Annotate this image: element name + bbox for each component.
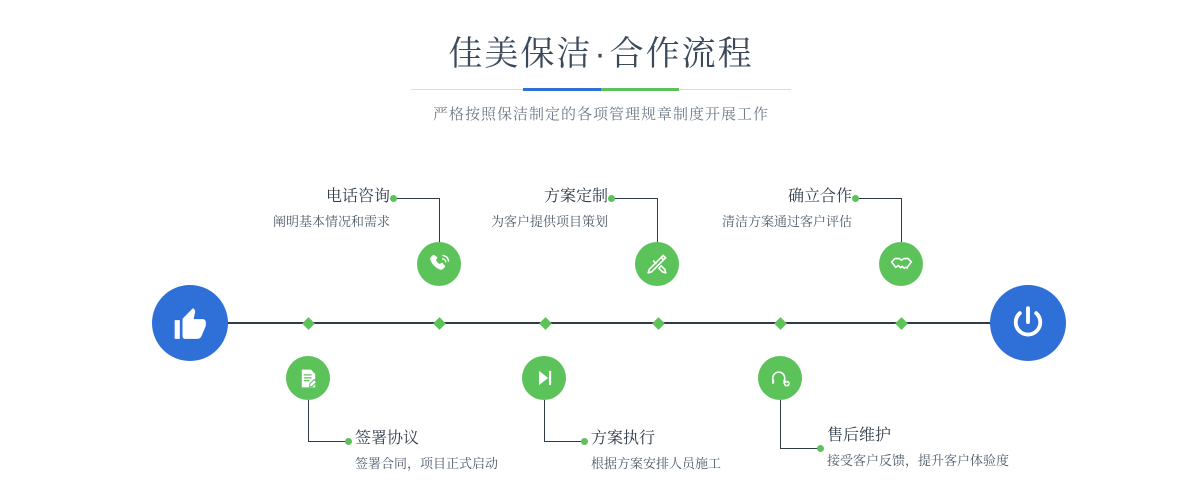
- axis-marker-6: [895, 317, 908, 330]
- step-4-title: 方案执行: [591, 430, 656, 447]
- step-2-connector-horizontal: [308, 441, 348, 442]
- axis-marker-5: [774, 317, 787, 330]
- step-4-label: [591, 428, 721, 474]
- step-6-connector-horizontal: [780, 448, 820, 449]
- step-3-label: [458, 186, 608, 232]
- power-icon: [1007, 302, 1049, 344]
- headset-support-icon: [769, 367, 792, 390]
- axis-marker-1: [302, 317, 315, 330]
- step-3-connector-vertical: [657, 198, 658, 242]
- step-2-node[interactable]: [286, 356, 330, 400]
- end-endpoint: [990, 285, 1066, 361]
- step-6-title: 售后维护: [827, 427, 892, 444]
- axis-marker-3: [539, 317, 552, 330]
- step-5-connector-vertical: [901, 198, 902, 242]
- step-2-title: 签署协议: [355, 430, 420, 447]
- step-2-connector-dot: [345, 438, 352, 445]
- step-1-connector-dot: [390, 195, 397, 202]
- step-2-label: [355, 428, 498, 474]
- play-step-icon: [533, 367, 555, 389]
- axis-marker-2: [433, 317, 446, 330]
- step-5-desc: 清洁方案通过客户评估: [721, 214, 852, 229]
- document-edit-icon: [297, 367, 320, 390]
- step-2-connector-vertical: [308, 400, 309, 441]
- page-subtitle: 严格按照保洁制定的各项管理规章制度开展工作: [432, 106, 769, 123]
- step-3-connector-horizontal: [611, 198, 657, 199]
- step-1-node[interactable]: [417, 242, 461, 286]
- axis-marker-4: [652, 317, 665, 330]
- step-6-desc: 接受客户反馈，提升客户体验度: [827, 453, 1010, 468]
- step-1-desc: 阐明基本情况和需求: [272, 214, 390, 229]
- step-3-title: 方案定制: [543, 188, 608, 205]
- step-4-desc: 根据方案安排人员施工: [591, 456, 722, 471]
- step-4-connector-dot: [581, 438, 588, 445]
- step-3-desc: 为客户提供项目策划: [490, 214, 608, 229]
- title-sub: 合作流程: [609, 35, 754, 73]
- step-6-connector-vertical: [780, 400, 781, 448]
- step-1-title: 电话咨询: [325, 188, 390, 205]
- step-5-connector-horizontal: [855, 198, 901, 199]
- title-main: 佳美保洁: [448, 35, 593, 73]
- step-3-node[interactable]: [635, 242, 679, 286]
- step-2-desc: 签署合同，项目正式启动: [355, 456, 499, 471]
- step-6-node[interactable]: [758, 356, 802, 400]
- step-1-label: [252, 186, 390, 232]
- step-3-connector-dot: [608, 195, 615, 202]
- thumbs-up-icon: [170, 303, 210, 343]
- step-4-node[interactable]: [522, 356, 566, 400]
- step-1-connector-horizontal: [393, 198, 439, 199]
- handshake-icon: [889, 252, 914, 277]
- step-6-connector-dot: [817, 445, 824, 452]
- step-4-connector-vertical: [544, 400, 545, 441]
- pen-ruler-icon: [645, 252, 669, 276]
- underline-green-segment: [601, 88, 679, 91]
- step-5-label: [700, 186, 852, 232]
- start-endpoint: [152, 285, 228, 361]
- step-5-title: 确立合作: [787, 188, 852, 205]
- title-separator: ·: [594, 35, 608, 73]
- header: [0, 32, 1202, 124]
- phone-call-icon: [427, 252, 451, 276]
- title-underline: [411, 88, 791, 91]
- underline-blue-segment: [523, 88, 601, 91]
- step-5-connector-dot: [852, 195, 859, 202]
- step-1-connector-vertical: [439, 198, 440, 242]
- step-5-node[interactable]: [879, 242, 923, 286]
- step-4-connector-horizontal: [544, 441, 584, 442]
- step-6-label: [827, 425, 1009, 471]
- page-title: [0, 32, 1202, 76]
